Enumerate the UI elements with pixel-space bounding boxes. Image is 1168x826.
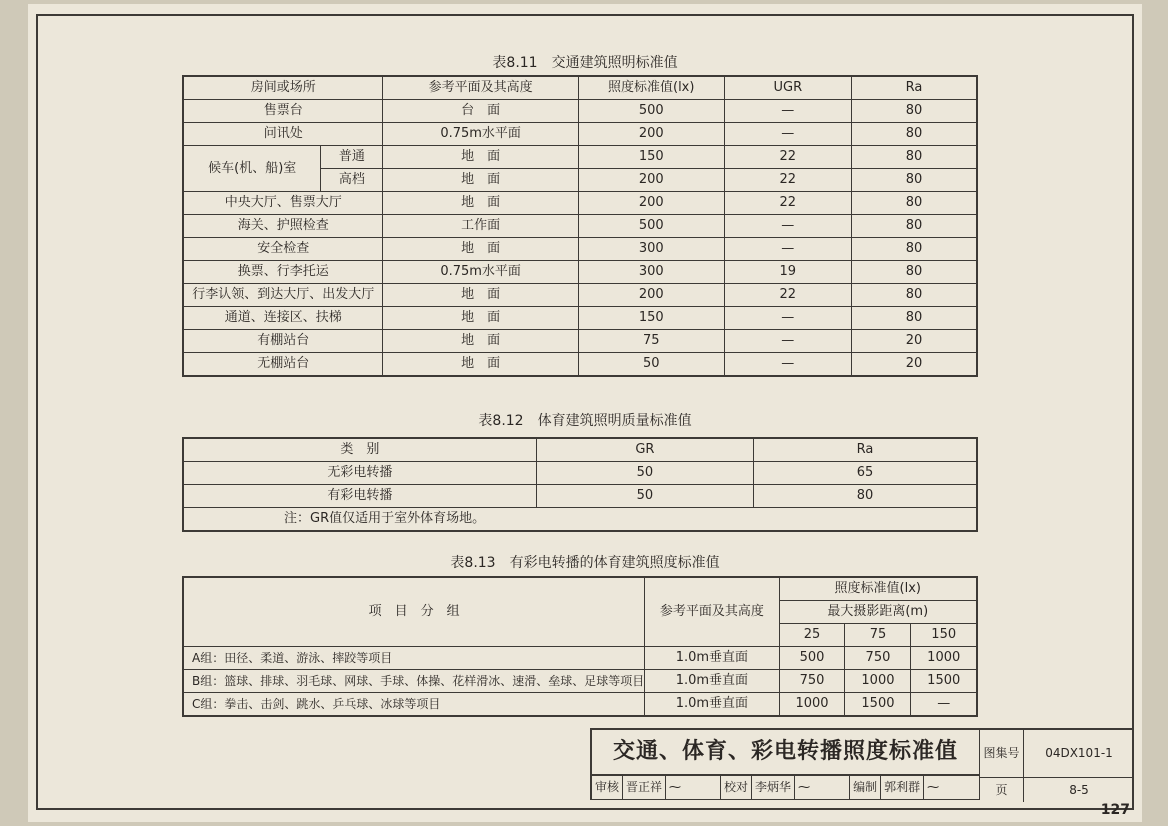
cell-ra: 80	[852, 261, 977, 284]
cell-plane: 1.0m垂直面	[645, 670, 779, 693]
table-note-row	[183, 508, 977, 532]
cell-illuminance: 200	[578, 123, 724, 146]
cell-plane: 地 面	[383, 330, 579, 353]
drawer-signature: ⁓	[927, 780, 940, 794]
cell-gr: 50	[536, 462, 753, 485]
cell-ra: 80	[852, 169, 977, 192]
cell-room: 行李认领、到达大厅、出发大厅	[183, 284, 383, 307]
header-room: 房间或场所	[183, 76, 383, 100]
cell-ugr: 22	[724, 284, 851, 307]
page-number: 127	[1100, 802, 1130, 818]
cell-ugr: —	[724, 123, 851, 146]
cell-plane: 0.75m水平面	[383, 261, 579, 284]
table-header-row	[183, 438, 977, 462]
table-row	[183, 215, 977, 238]
table-row	[183, 123, 977, 146]
cell-illuminance: 150	[578, 146, 724, 169]
header-ra: Ra	[852, 76, 977, 100]
draw-label: 编制	[850, 776, 881, 799]
cell-plane: 工作面	[383, 215, 579, 238]
cell-group: A组：田径、柔道、游泳、摔跤等项目	[183, 647, 645, 670]
cell-plane: 地 面	[383, 353, 579, 377]
cell-ugr: 19	[724, 261, 851, 284]
drawing-title: 交通、体育、彩电转播照度标准值	[590, 728, 980, 776]
cell-illuminance: 75	[578, 330, 724, 353]
check-label: 校对	[721, 776, 752, 799]
cell-category: 有彩电转播	[183, 485, 536, 508]
table-8-11-caption: 表8.11 交通建筑照明标准值	[492, 55, 678, 71]
cell-value: 1000	[779, 693, 845, 717]
table-row	[183, 284, 977, 307]
cell-ra: 80	[852, 192, 977, 215]
page-label: 页	[980, 778, 1024, 802]
cell-plane: 地 面	[383, 307, 579, 330]
cell-room: 安全检查	[183, 238, 383, 261]
cell-ra: 80	[852, 215, 977, 238]
table-row	[183, 353, 977, 377]
cell-ugr: —	[724, 215, 851, 238]
cell-value: 750	[845, 647, 911, 670]
cell-illuminance: 300	[578, 261, 724, 284]
cell-category: 无彩电转播	[183, 462, 536, 485]
table-row	[183, 647, 977, 670]
cell-illuminance: 150	[578, 307, 724, 330]
cell-plane: 1.0m垂直面	[645, 647, 779, 670]
header-distance-150: 150	[911, 624, 977, 647]
cell-sub-room: 普通	[321, 146, 383, 169]
header-illuminance: 照度标准值(lx)	[779, 577, 977, 601]
header-distance-25: 25	[779, 624, 845, 647]
cell-ugr: 22	[724, 146, 851, 169]
cell-ugr: —	[724, 100, 851, 123]
cell-value: 1500	[911, 670, 977, 693]
cell-ra: 80	[852, 146, 977, 169]
table-8-13-caption: 表8.13 有彩电转播的体育建筑照度标准值	[450, 555, 720, 571]
drawer-name: 郭利群	[881, 776, 924, 799]
table-row	[183, 307, 977, 330]
cell-plane: 地 面	[383, 284, 579, 307]
cell-room: 有棚站台	[183, 330, 383, 353]
cell-plane: 1.0m垂直面	[645, 693, 779, 717]
cell-room: 中央大厅、售票大厅	[183, 192, 383, 215]
cell-ra: 80	[852, 100, 977, 123]
table-row	[183, 238, 977, 261]
table-8-12	[182, 437, 978, 532]
header-ra: Ra	[754, 438, 977, 462]
header-gr: GR	[536, 438, 753, 462]
table-row	[183, 485, 977, 508]
checker-signature: ⁓	[795, 776, 850, 799]
review-label: 审核	[592, 776, 623, 799]
cell-ra: 80	[852, 284, 977, 307]
header-plane: 参考平面及其高度	[383, 76, 579, 100]
cell-ugr: —	[724, 353, 851, 377]
table-row	[183, 100, 977, 123]
cell-room: 通道、连接区、扶梯	[183, 307, 383, 330]
table-row	[183, 693, 977, 717]
header-distance-75: 75	[845, 624, 911, 647]
cell-illuminance: 200	[578, 284, 724, 307]
table-8-11	[182, 75, 978, 377]
cell-room: 问讯处	[183, 123, 383, 146]
cell-ugr: —	[724, 330, 851, 353]
title-block-side	[980, 728, 1134, 800]
cell-group: B组：篮球、排球、羽毛球、网球、手球、体操、花样滑冰、速滑、垒球、足球等项目	[183, 670, 645, 693]
cell-illuminance: 200	[578, 192, 724, 215]
cell-room: 换票、行李托运	[183, 261, 383, 284]
cell-illuminance: 300	[578, 238, 724, 261]
document-page	[28, 4, 1142, 822]
table-header-row	[183, 76, 977, 100]
cell-ugr: —	[724, 307, 851, 330]
cell-plane: 地 面	[383, 192, 579, 215]
title-block	[590, 728, 1134, 800]
cell-ra: 80	[852, 238, 977, 261]
table-row	[183, 462, 977, 485]
cell-ra: 20	[852, 330, 977, 353]
table-row	[183, 330, 977, 353]
cell-illuminance: 500	[578, 215, 724, 238]
cell-value: 1500	[845, 693, 911, 717]
cell-waiting-room: 候车(机、船)室	[183, 146, 321, 192]
cell-illuminance: 200	[578, 169, 724, 192]
cell-gr: 50	[536, 485, 753, 508]
cell-ra: 80	[852, 307, 977, 330]
page-code: 8-5	[1069, 783, 1089, 797]
table-8-12-caption: 表8.12 体育建筑照明质量标准值	[478, 413, 692, 429]
cell-illuminance: 50	[578, 353, 724, 377]
cell-value: —	[911, 693, 977, 717]
cell-value: 750	[779, 670, 845, 693]
reviewer-name: 晋正祥	[623, 776, 666, 799]
cell-ugr: 22	[724, 169, 851, 192]
header-ugr: UGR	[724, 76, 851, 100]
table-header-row	[183, 577, 977, 601]
cell-plane: 0.75m水平面	[383, 123, 579, 146]
atlas-label: 图集号	[980, 730, 1024, 778]
cell-plane: 地 面	[383, 238, 579, 261]
cell-room: 海关、护照检查	[183, 215, 383, 238]
cell-group: C组：拳击、击剑、跳水、乒乓球、冰球等项目	[183, 693, 645, 717]
atlas-number: 04DX101-1	[1024, 730, 1134, 778]
table-8-13	[182, 576, 978, 717]
table-row	[183, 192, 977, 215]
cell-plane: 地 面	[383, 146, 579, 169]
cell-ugr: —	[724, 238, 851, 261]
table-row	[183, 146, 977, 169]
cell-value: 500	[779, 647, 845, 670]
signature-row	[590, 776, 980, 800]
header-distance: 最大摄影距离(m)	[779, 601, 977, 624]
reviewer-signature: ⁓	[666, 776, 721, 799]
header-category: 类 别	[183, 438, 536, 462]
cell-plane: 台 面	[383, 100, 579, 123]
cell-ra: 80	[754, 485, 977, 508]
cell-value: 1000	[911, 647, 977, 670]
cell-ugr: 22	[724, 192, 851, 215]
cell-sub-room: 高档	[321, 169, 383, 192]
checker-name: 李炳华	[752, 776, 795, 799]
cell-room: 无棚站台	[183, 353, 383, 377]
header-plane: 参考平面及其高度	[645, 577, 779, 647]
table-note: 注：GR值仅适用于室外体育场地。	[183, 508, 977, 532]
cell-value: 1000	[845, 670, 911, 693]
cell-ra: 20	[852, 353, 977, 377]
cell-ra: 80	[852, 123, 977, 146]
table-row	[183, 670, 977, 693]
header-illuminance: 照度标准值(lx)	[578, 76, 724, 100]
cell-room: 售票台	[183, 100, 383, 123]
table-row	[183, 261, 977, 284]
cell-ra: 65	[754, 462, 977, 485]
cell-plane: 地 面	[383, 169, 579, 192]
cell-illuminance: 500	[578, 100, 724, 123]
header-group: 项 目 分 组	[183, 577, 645, 647]
